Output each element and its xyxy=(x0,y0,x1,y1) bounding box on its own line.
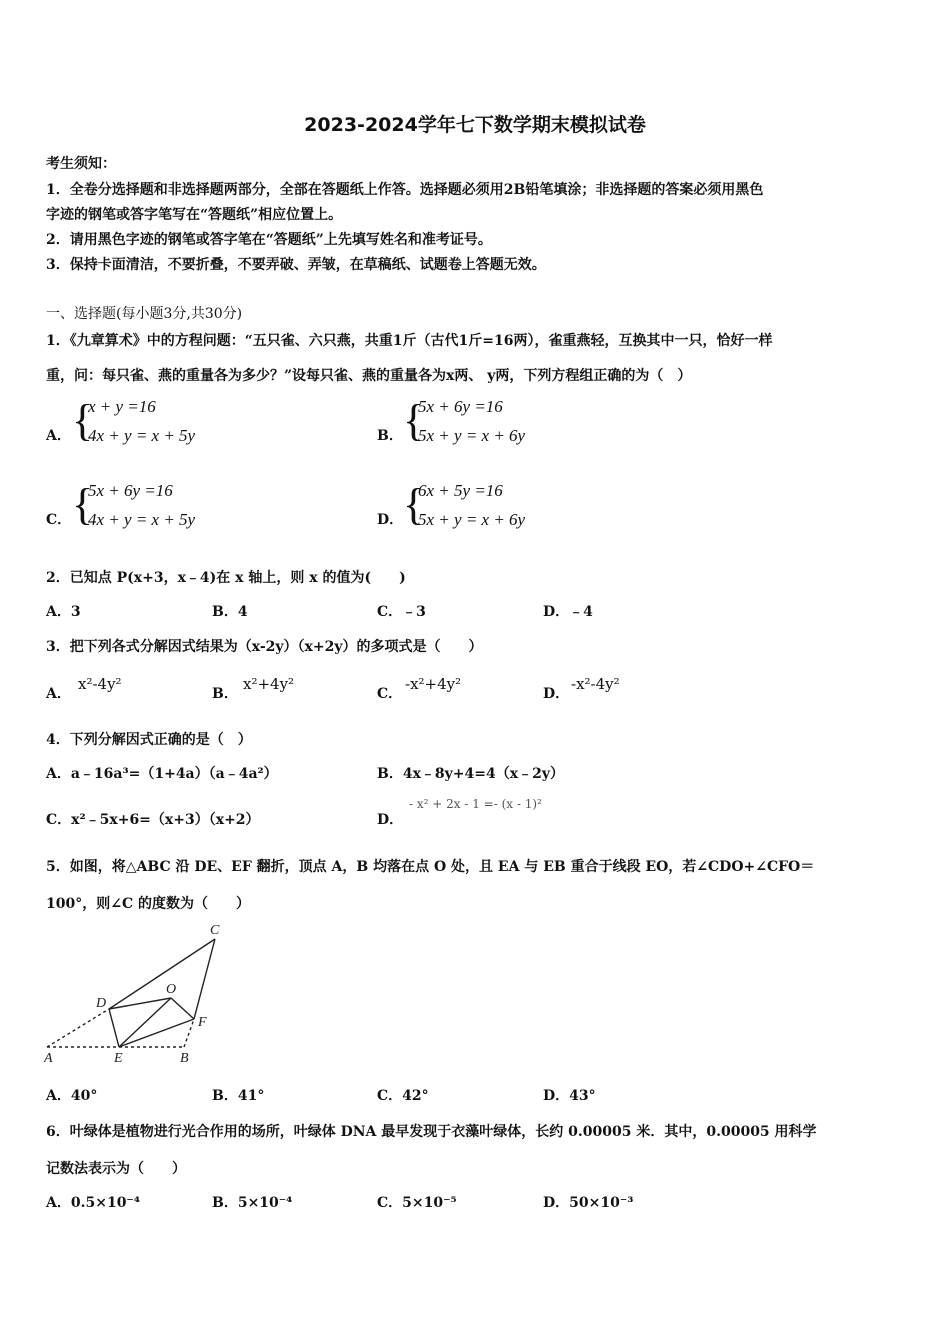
triangle-fold-figure xyxy=(44,920,234,1065)
q2-option-c: C．﹣3 xyxy=(377,604,426,620)
q6-stem-line-2: 记数法表示为（ ） xyxy=(46,1161,186,1177)
q4-option-a: A．a﹣16a³=（1+4a）（a﹣4a²） xyxy=(46,766,278,782)
q3-option-d-label: D． xyxy=(543,686,570,702)
notice-line-2: 字迹的钢笔或答字笔写在“答题纸”相应位置上。 xyxy=(46,207,343,223)
notice-heading: 考生须知： xyxy=(46,156,116,172)
q1-option-c-label: C． xyxy=(46,512,72,528)
q6-stem-line-1: 6．叶绿体是植物进行光合作用的场所，叶绿体 DNA 最早发现于衣藻叶绿体，长约 0.00005 米．其中，0.00005 用科学 xyxy=(46,1124,817,1140)
page-title: 2023-2024学年七下数学期末模拟试卷 xyxy=(304,114,646,136)
q3-option-a-expr: x²-4y² xyxy=(78,675,122,693)
q1-option-a-label: A． xyxy=(46,428,71,444)
label-e: E xyxy=(114,1051,123,1065)
q1-option-d-eq2: 5x + y = x + 6y xyxy=(418,510,526,529)
q5-option-c: C．42° xyxy=(377,1088,429,1104)
q5-stem-line-2: 100°，则∠C 的度数为（ ） xyxy=(46,896,250,912)
q1-option-b-brace: { xyxy=(403,396,425,445)
q2-option-b: B．4 xyxy=(212,604,248,620)
q3-option-d-expr: -x²-4y² xyxy=(571,675,620,693)
q1-option-c-eq1: 5x + 6y =16 xyxy=(88,481,173,500)
section-heading: 一、选择题(每小题3分,共30分) xyxy=(46,306,243,322)
q1-option-d-label: D． xyxy=(377,512,404,528)
segment-ef xyxy=(119,1019,194,1047)
segment-bf xyxy=(184,1019,194,1047)
q3-stem: 3．把下列各式分解因式结果为（x-2y）（x+2y）的多项式是（ ） xyxy=(46,639,483,655)
q1-stem-line-1: 1．《九章算术》中的方程问题：“五只雀、六只燕，共重1斤（古代1斤=16两），雀重燕轻，互换其中一只，恰好一样 xyxy=(46,333,773,349)
q1-option-b-label: B． xyxy=(377,428,403,444)
q4-stem: 4．下列分解因式正确的是（ ） xyxy=(46,732,252,748)
q2-stem: 2．已知点 P(x+3，x﹣4)在 x 轴上，则 x 的值为( ) xyxy=(46,570,406,586)
q2-option-a: A．3 xyxy=(46,604,81,620)
segment-ad xyxy=(47,1009,109,1047)
segment-of xyxy=(171,998,194,1019)
label-b: B xyxy=(180,1051,189,1065)
notice-line-4: 3．保持卡面清洁，不要折叠，不要弄破、弄皱，在草稿纸、试题卷上答题无效。 xyxy=(46,257,546,273)
q3-option-b-label: B． xyxy=(212,686,238,702)
q1-option-b-eq1: 5x + 6y =16 xyxy=(418,397,503,416)
q3-option-c-expr: -x²+4y² xyxy=(405,675,462,693)
q5-option-a: A．40° xyxy=(46,1088,98,1104)
q5-option-b: B．41° xyxy=(212,1088,265,1104)
q3-option-c-label: C． xyxy=(377,686,403,702)
notice-line-3: 2．请用黑色字迹的钢笔或答字笔在“答题纸”上先填写姓名和准考证号。 xyxy=(46,232,492,248)
label-f: F xyxy=(198,1015,207,1030)
q5-stem-line-1: 5．如图，将△ABC 沿 DE、EF 翻折，顶点 A，B 均落在点 O 处，且 EA 与 EB 重合于线段 EO，若∠CDO+∠CFO＝ xyxy=(46,859,815,875)
segment-de xyxy=(109,1009,119,1047)
label-d: D xyxy=(96,996,107,1011)
q1-option-d-eq1: 6x + 5y =16 xyxy=(418,481,503,500)
q1-option-c-eq2: 4x + y = x + 5y xyxy=(88,510,196,529)
q5-option-d: D．43° xyxy=(543,1088,596,1104)
q1-stem-line-2: 重，问：每只雀、燕的重量各为多少？”设每只雀、燕的重量各为x两、 y两，下列方程组正确的为（ ） xyxy=(46,368,692,384)
label-o: O xyxy=(166,982,177,997)
q6-option-a: A．0.5×10⁻⁴ xyxy=(46,1195,140,1211)
q6-option-d: D．50×10⁻³ xyxy=(543,1195,634,1211)
q6-option-b: B．5×10⁻⁴ xyxy=(212,1195,293,1211)
q2-option-d: D．﹣4 xyxy=(543,604,593,620)
q1-option-b-eq2: 5x + y = x + 6y xyxy=(418,426,526,445)
label-c: C xyxy=(210,923,220,938)
q1-option-a-brace: { xyxy=(72,396,94,445)
q4-option-b: B．4x﹣8y+4=4（x﹣2y） xyxy=(377,766,564,782)
q1-option-c-brace: { xyxy=(72,480,94,529)
q1-option-d-brace: { xyxy=(403,480,425,529)
q3-option-a-label: A． xyxy=(46,686,71,702)
q4-option-c: C．x²﹣5x+6=（x+3）（x+2） xyxy=(46,812,260,828)
q4-option-d-label: D． xyxy=(377,812,404,828)
label-a: A xyxy=(44,1051,53,1065)
q3-option-b-expr: x²+4y² xyxy=(243,675,295,693)
q1-option-a-eq1: x + y =16 xyxy=(88,397,156,416)
q1-option-a-eq2: 4x + y = x + 5y xyxy=(88,426,196,445)
q4-option-d-expr: - x² + 2x - 1 =- (x - 1)² xyxy=(409,797,542,811)
notice-line-1: 1．全卷分选择题和非选择题两部分，全部在答题纸上作答。选择题必须用2B铅笔填涂；非选择题的答案必须用黑色 xyxy=(46,182,764,198)
q6-option-c: C．5×10⁻⁵ xyxy=(377,1195,457,1211)
